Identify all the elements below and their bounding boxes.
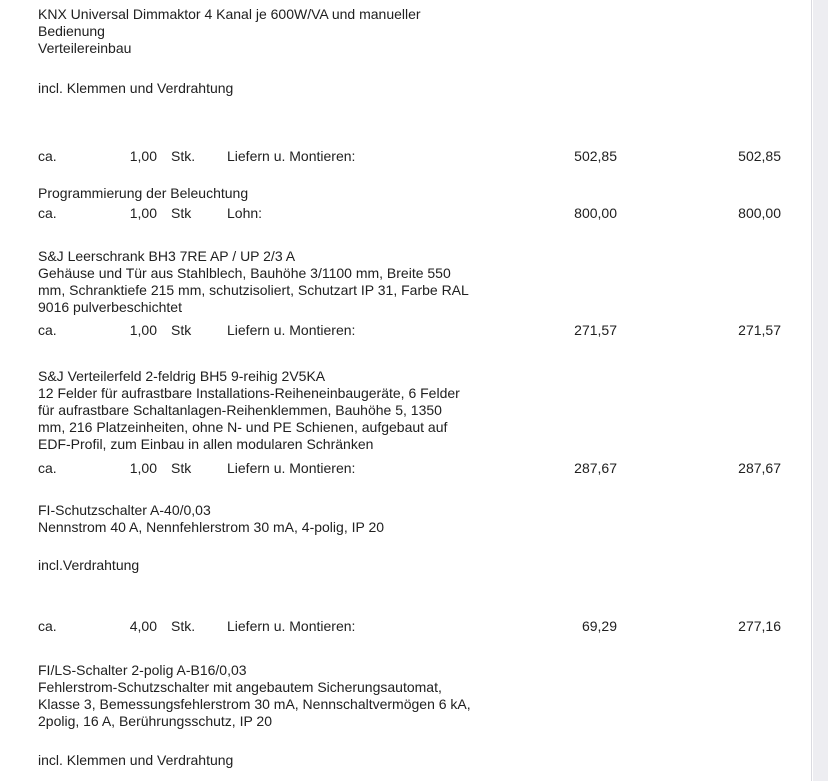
quantity: 1,00 (129, 205, 157, 221)
text-line: Gehäuse und Tür aus Stahlblech, Bauhöhe 3/1100 mm, Breite 550 (38, 265, 451, 281)
text-line: mm, 216 Platzeinheiten, ohne N- und PE Schienen, aufgebaut auf (38, 419, 448, 435)
quantity: 1,00 (129, 460, 157, 476)
text-line: S&J Leerschrank BH3 7RE AP / UP 2/3 A (38, 248, 296, 264)
text-line: 9016 pulverbeschichtet (38, 299, 182, 315)
blank-space (38, 635, 811, 662)
action-label: Liefern u. Montieren: (227, 148, 356, 164)
line-total: 800,00 (738, 205, 781, 221)
text-block (38, 662, 811, 730)
qty-prefix: ca. (38, 618, 57, 634)
unit-price: 287,67 (574, 460, 617, 476)
text-line: incl. Klemmen und Verdrahtung (38, 80, 234, 96)
qty-prefix: ca. (38, 322, 57, 338)
unit: Stk (171, 205, 192, 221)
quantity: 4,00 (129, 618, 157, 634)
text-block (38, 248, 811, 316)
unit: Stk (171, 460, 192, 476)
text-line: incl.Verdrahtung (38, 557, 140, 573)
text-line: EDF-Profil, zum Einbau in allen modularen Schränken (38, 436, 374, 452)
text-line: Klasse 3, Bemessungsfehlerstrom 30 mA, Nennschaltvermögen 6 kA, (38, 696, 471, 712)
item-row (38, 322, 811, 339)
qty-prefix: ca. (38, 205, 57, 221)
blank-space (38, 453, 811, 460)
text-block (38, 185, 811, 202)
text-block (38, 6, 811, 57)
text-block (38, 752, 811, 769)
unit: Stk. (171, 148, 196, 164)
text-line: Programmierung der Beleuchtung (38, 185, 249, 201)
page-gutter (813, 0, 828, 781)
text-line: KNX Universal Dimmaktor 4 Kanal je 600W/VA und manueller (38, 6, 421, 22)
text-line: für aufrastbare Schaltanlagen-Reihenklemmen, Bauhöhe 5, 1350 (38, 402, 442, 418)
unit-price: 800,00 (574, 205, 617, 221)
quantity: 1,00 (129, 148, 157, 164)
blank-space (38, 536, 811, 557)
action-label: Liefern u. Montieren: (227, 322, 356, 338)
unit-price: 502,85 (574, 148, 617, 164)
text-line: incl. Klemmen und Verdrahtung (38, 752, 234, 768)
text-line: 2polig, 16 A, Berührungsschutz, IP 20 (38, 713, 273, 729)
blank-space (38, 477, 811, 502)
text-line: Fehlerstrom-Schutzschalter mit angebautem Sicherungsautomat, (38, 679, 442, 695)
text-line: Verteilereinbau (38, 40, 132, 56)
quantity: 1,00 (129, 322, 157, 338)
item-row (38, 460, 811, 477)
blank-space (38, 57, 811, 80)
text-line: Bedienung (38, 23, 105, 39)
text-block (38, 557, 811, 574)
item-row (38, 148, 811, 165)
blank-space (38, 574, 811, 618)
text-block (38, 368, 811, 453)
text-block (38, 502, 811, 536)
line-total: 287,67 (738, 460, 781, 476)
unit-price: 271,57 (574, 322, 617, 338)
qty-prefix: ca. (38, 148, 57, 164)
qty-prefix: ca. (38, 460, 57, 476)
unit-price: 69,29 (581, 618, 617, 634)
blank-space (38, 730, 811, 752)
blank-space (38, 165, 811, 185)
line-total: 277,16 (738, 618, 781, 634)
line-total: 502,85 (738, 148, 781, 164)
blank-space (38, 222, 811, 248)
item-row (38, 618, 811, 635)
blank-space (38, 97, 811, 148)
text-line: 12 Felder für aufrastbare Installations-Reiheneinbaugeräte, 6 Felder (38, 385, 460, 401)
item-row (38, 205, 811, 222)
unit: Stk. (171, 618, 196, 634)
unit: Stk (171, 322, 192, 338)
line-total: 271,57 (738, 322, 781, 338)
text-line: FI/LS-Schalter 2-polig A-B16/0,03 (38, 662, 247, 678)
action-label: Lohn: (227, 205, 263, 221)
text-line: S&J Verteilerfeld 2-feldrig BH5 9-reihig 2V5KA (38, 368, 326, 384)
text-line: Nennstrom 40 A, Nennfehlerstrom 30 mA, 4-polig, IP 20 (38, 519, 385, 535)
blank-space (38, 339, 811, 368)
text-line: mm, Schranktiefe 215 mm, schutzisoliert, Schutzart IP 31, Farbe RAL (38, 282, 469, 298)
text-block (38, 80, 811, 97)
action-label: Liefern u. Montieren: (227, 460, 356, 476)
text-line: FI-Schutzschalter A-40/0,03 (38, 502, 211, 518)
action-label: Liefern u. Montieren: (227, 618, 356, 634)
